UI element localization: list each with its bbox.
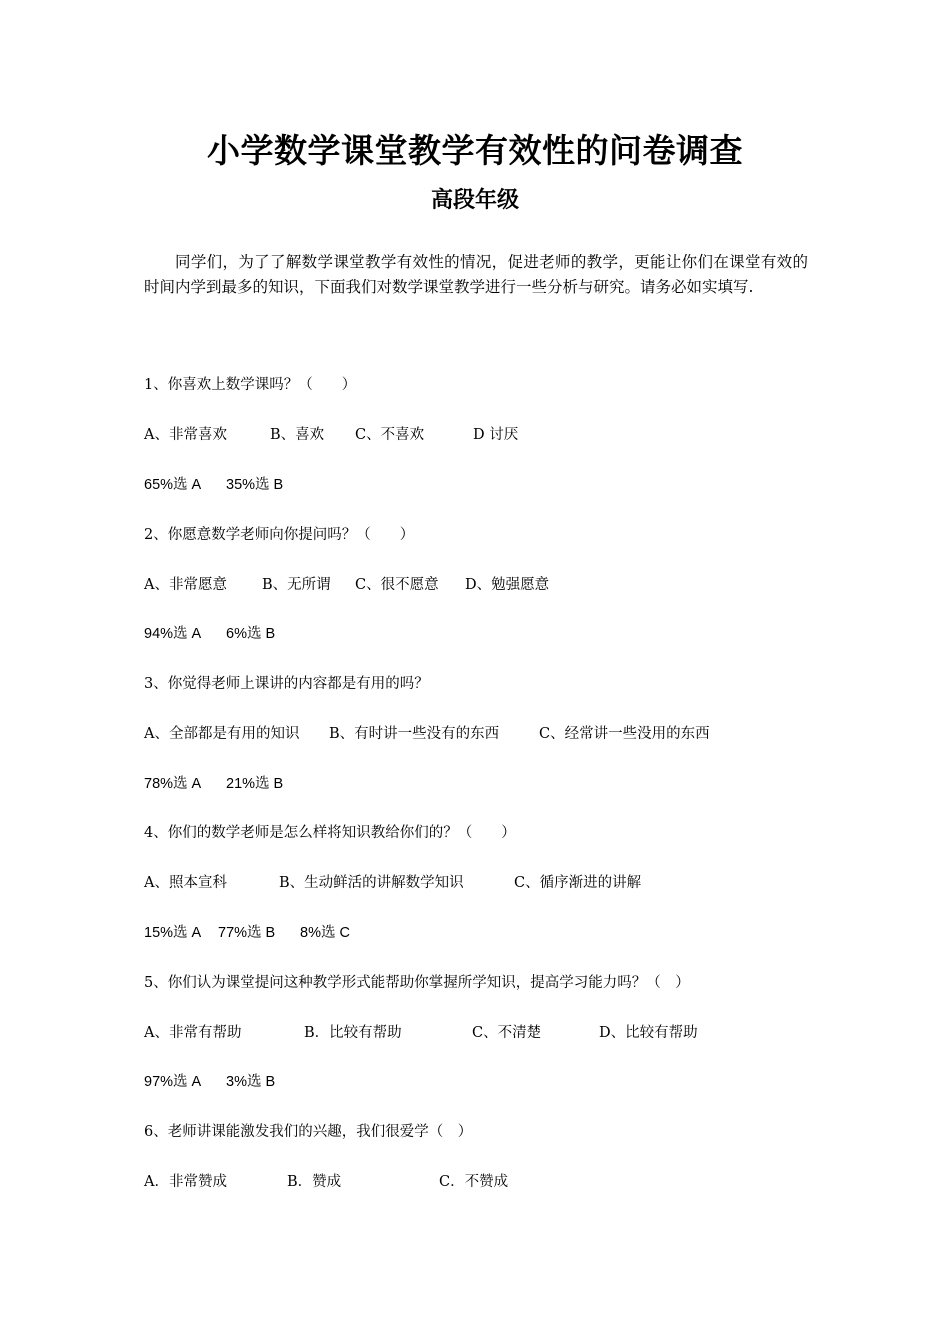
result-b: 77%选 B	[218, 925, 276, 941]
question-6-options	[144, 1171, 824, 1193]
option-d: D、比较有帮助	[599, 1025, 698, 1041]
result-a: 15%选 A	[144, 925, 202, 941]
option-c: C、不清楚	[472, 1025, 542, 1041]
option-b: B、喜欢	[270, 427, 325, 443]
option-a: A、非常有帮助	[144, 1025, 242, 1041]
question-4-results	[144, 922, 824, 944]
question-5: 5、你们认为课堂提问这种教学形式能帮助你掌握所学知识，提高学习能力吗？（ ）	[144, 975, 690, 991]
option-a: A、非常愿意	[144, 577, 227, 593]
option-b: B、生动鲜活的讲解数学知识	[279, 875, 464, 891]
result-a: 94%选 A	[144, 626, 202, 642]
question-6: 6、老师讲课能激发我们的兴趣，我们很爱学（ ）	[144, 1124, 473, 1140]
question-3-results	[144, 773, 824, 795]
option-b: B．比较有帮助	[304, 1025, 402, 1041]
result-a: 97%选 A	[144, 1074, 202, 1090]
result-a: 65%选 A	[144, 477, 202, 493]
question-5-options	[144, 1022, 824, 1044]
question-3-options	[144, 723, 824, 745]
question-2-results	[144, 623, 824, 645]
question-3: 3、你觉得老师上课讲的内容都是有用的吗？	[144, 676, 429, 692]
question-5-results	[144, 1071, 824, 1093]
result-b: 6%选 B	[226, 626, 276, 642]
option-b: B、无所谓	[262, 577, 331, 593]
question-4-options	[144, 872, 824, 894]
result-b: 35%选 B	[226, 477, 284, 493]
option-c: C、经常讲一些没用的东西	[539, 726, 710, 742]
document-title: 小学数学课堂教学有效性的问卷调查	[207, 131, 743, 170]
option-d: D、勉强愿意	[465, 577, 550, 593]
option-c: C、很不愿意	[355, 577, 439, 593]
option-b: B、有时讲一些没有的东西	[329, 726, 500, 742]
option-a: A、照本宣科	[144, 875, 227, 891]
option-a: A、非常喜欢	[144, 427, 227, 443]
intro-paragraph: 同学们，为了了解数学课堂教学有效性的情况，促进老师的教学，更能让你们在课堂有效的时间内学到最多的知识，下面我们对数学课堂教学进行一些分析与研究。请务必如实填写.	[144, 253, 808, 296]
option-a: A、全部都是有用的知识	[144, 726, 300, 742]
result-a: 78%选 A	[144, 776, 202, 792]
option-c: C、循序渐进的讲解	[514, 875, 642, 891]
question-2: 2、你愿意数学老师向你提问吗？（ ）	[144, 527, 415, 543]
result-b: 3%选 B	[226, 1074, 276, 1090]
option-b: B．赞成	[287, 1174, 342, 1190]
option-d: D 讨厌	[473, 427, 519, 443]
question-2-options	[144, 574, 824, 596]
option-a: A．非常赞成	[144, 1174, 227, 1190]
question-4: 4、你们的数学老师是怎么样将知识教给你们的？（ ）	[144, 825, 516, 841]
result-c: 8%选 C	[300, 925, 350, 941]
question-1-results	[144, 474, 824, 496]
option-c: C、不喜欢	[355, 427, 425, 443]
option-c: C．不赞成	[439, 1174, 509, 1190]
question-1: 1、你喜欢上数学课吗？（ ）	[144, 377, 357, 393]
document-subtitle: 高段年级	[430, 187, 519, 213]
result-b: 21%选 B	[226, 776, 284, 792]
question-1-options	[144, 424, 824, 446]
